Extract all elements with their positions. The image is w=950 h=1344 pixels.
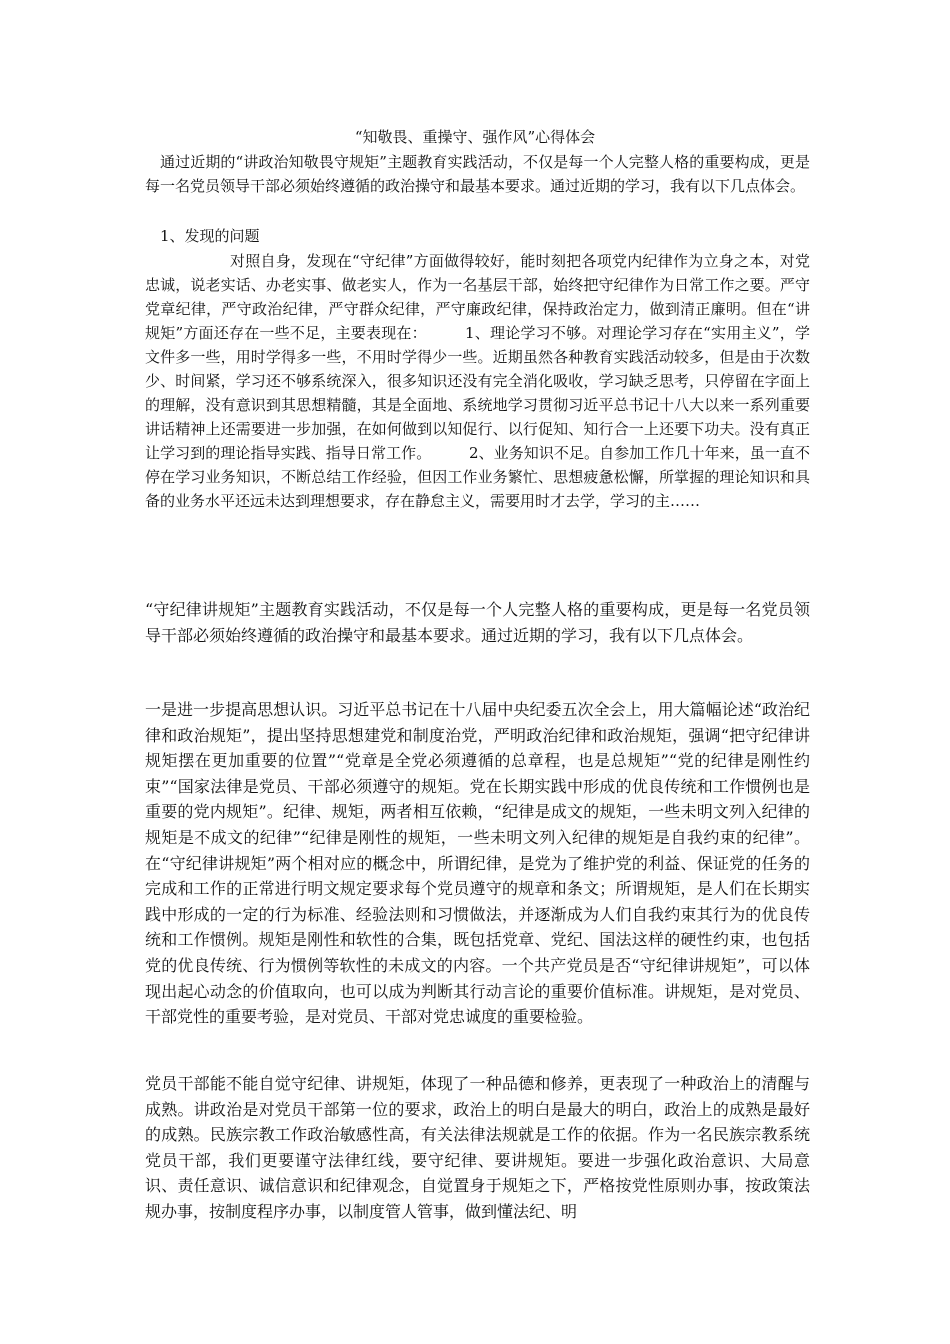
body-paragraph-1: “守纪律讲规矩”主题教育实践活动，不仅是每一个人完整人格的重要构成，更是每一名党员领导干部必须始终遵循的政治操守和最基本要求。通过近期的学习，我有以下几点体会。 — [145, 600, 810, 645]
body-paragraph-2: 一是进一步提高思想认识。习近平总书记在十八届中央纪委五次全会上，用大篇幅论述“政治纪律和政治规矩”，提出坚持思想建党和制度治党，严明政治纪律和政治规矩，强调“把守纪律讲规矩摆在更加重要的位置”“党章是全党必须遵循的总章程，也是总规矩”“党的纪律是刚性约束”“国家法律是党员、干部必须遵守的规矩。党在长期实践中形成的优良传统和工作惯例也是重要的党内规矩”。纪律、规矩，两者相互依赖，“纪律是成文的规矩，一些未明文列入纪律的规矩是不成文的纪律”“纪律是刚性的规矩，一些未明文列入纪律的规矩是自我约束的纪律”。在“守纪律讲规矩”两个相对应的概念中，所谓纪律，是党为了维护党的利益、保证党的任务的完成和工作的正常进行明文规定要求每个党员遵守的规章和条文；所谓规矩，是人们在长期实践中形成的一定的行为标准、经验法则和习惯做法，并逐渐成为人们自我约束其行为的优良传统和工作惯例。规矩是刚性和软性的合集，既包括党章、党纪、国法这样的硬性约束，也包括党的优良传统、行为惯例等软性的未成文的内容。一个共产党员是否“守纪律讲规矩”，可以体现出起心动念的价值取向，也可以成为判断其行动言论的重要价值标准。讲规矩，是对党员、干部党性的重要考验，是对党员、干部对党忠诚度的重要检验。 — [145, 700, 810, 1027]
intro-paragraph: 通过近期的“讲政治知敬畏守规矩”主题教育实践活动，不仅是每一个人完整人格的重要构成，更是每一名党员领导干部必须始终遵循的政治操守和最基本要求。通过近期的学习，我有以下几点体会。 — [145, 153, 810, 195]
document-title: “知敬畏、重操守、强作风”心得体会 — [354, 128, 596, 146]
summary-paragraph: 对照自身，发现在“守纪律”方面做得较好，能时刻把各项党内纪律作为立身之本，对党忠诚，说老实话、办老实事、做老实人，作为一名基层干部，始终把守纪律作为日常工作之要。严守党章纪律，严守政治纪律，严守群众纪律，严守廉政纪律，保持政治定力，做到清正廉明。但在“讲规矩”方面还存在一些不足，主要表现在： 1、理论学习不够。对理论学习存在“实用主义”，学文件多一些，用时学得多一些，不用时学得少一些。近期虽然各种教育实践活动较多，但是由于次数少、时间紧，学习还不够系统深入，很多知识还没有完全消化吸收，学习缺乏思考，只停留在字面上的理解，没有意识到其思想精髓，其是全面地、系统地学习贯彻习近平总书记十八大以来一系列重要讲话精神上还需要进一步加强，在如何做到以知促行、以行促知、知行合一上还要下功夫。没有真正让学习到的理论指导实践、指导日常工作。 2、业务知识不足。自参加工作几十年来，虽一直不停在学习业务知识，不断总结工作经验，但因工作业务繁忙、思想疲惫松懈，所掌握的理论知识和具备的业务水平还远未达到理想要求，存在静怠主义，需要用时才去学，学习的主…… — [145, 252, 810, 510]
body-paragraph-3: 党员干部能不能自觉守纪律、讲规矩，体现了一种品德和修养，更表现了一种政治上的清醒与成熟。讲政治是对党员干部第一位的要求，政治上的明白是最大的明白，政治上的成熟是最好的成熟。民族宗教工作政治敏感性高，有关法律法规就是工作的依据。作为一名民族宗教系统党员干部，我们更要谨守法律红线，要守纪律、要讲规矩。要进一步强化政治意识、大局意识、责任意识、诚信意识和纪律观念，自觉置身于规矩之下，严格按党性原则办事，按政策法规办事，按制度程序办事，以制度管人管事，做到懂法纪、明 — [145, 1074, 810, 1221]
section-heading: 1、发现的问题 — [160, 227, 260, 245]
